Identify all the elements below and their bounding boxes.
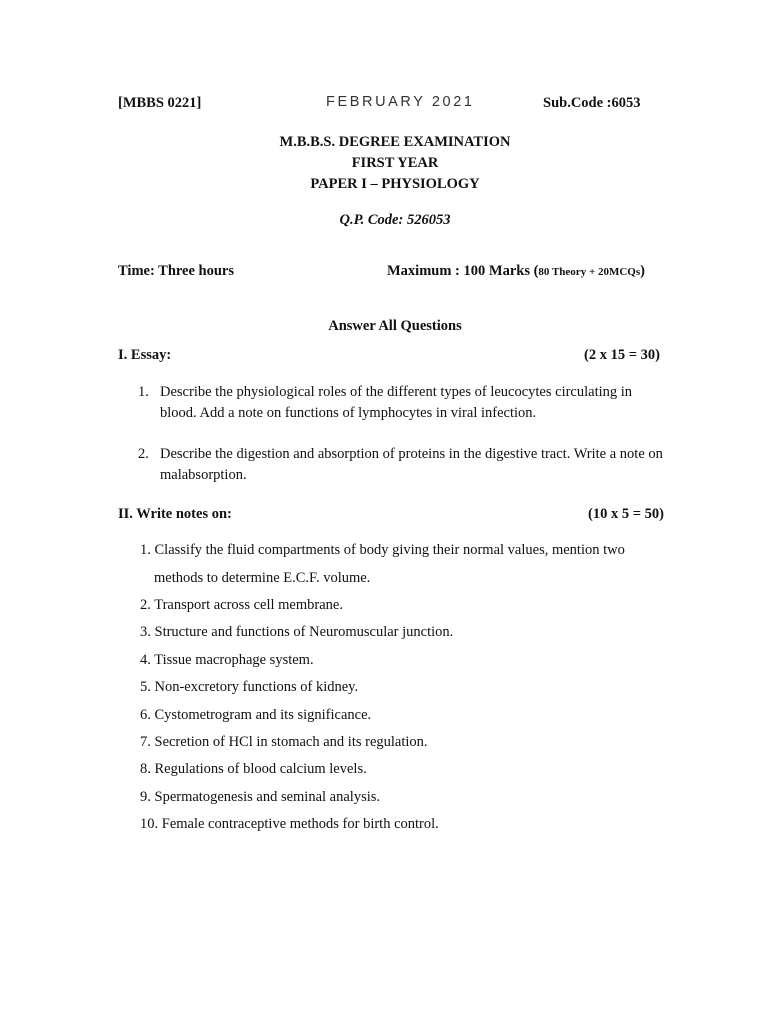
note-item: 6. Cystometrogram and its significance. — [140, 707, 372, 723]
essay-question-text: Describe the digestion and absorption of proteins in the digestive tract. Write a note on malabsorption. — [160, 446, 663, 483]
note-item-1-line-1: 1. Classify the fluid compartments of body giving their normal values, mention two — [140, 542, 625, 558]
note-item: 9. Spermatogenesis and seminal analysis. — [140, 789, 381, 805]
essay-question-number: 1. — [138, 384, 149, 400]
note-item: 5. Non-excretory functions of kidney. — [140, 679, 359, 695]
marks-breakdown: 80 Theory + 20MCQs — [538, 266, 641, 278]
essay-marks: (2 x 15 = 30) — [584, 347, 660, 363]
note-item: 2. Transport across cell membrane. — [140, 597, 343, 613]
note-item: 8. Regulations of blood calcium levels. — [140, 761, 367, 777]
notes-heading: II. Write notes on: — [118, 506, 232, 522]
note-item: 7. Secretion of HCl in stomach and its regulation. — [140, 734, 428, 750]
time-allowed: Time: Three hours — [118, 263, 235, 279]
subject-code: Sub.Code :6053 — [543, 95, 641, 111]
instruction: Answer All Questions — [328, 318, 462, 334]
notes-marks: (10 x 5 = 50) — [588, 506, 664, 522]
essay-question-2 — [138, 444, 668, 486]
maximum-marks — [387, 263, 645, 280]
paper-code: [MBBS 0221] — [118, 95, 202, 111]
note-item: 4. Tissue macrophage system. — [140, 652, 314, 668]
exam-year: FIRST YEAR — [351, 155, 439, 171]
note-item-1-line-2: methods to determine E.C.F. volume. — [154, 570, 371, 586]
maximum-marks-label: Maximum : 100 Marks ( — [387, 263, 539, 279]
essay-question-text: Describe the physiological roles of the different types of leucocytes circulating in blood. Add a note on functions of lymphocytes in viral infection. — [160, 384, 633, 421]
maximum-marks-close: ) — [640, 263, 645, 279]
essay-heading: I. Essay: — [118, 347, 172, 363]
note-item: 3. Structure and functions of Neuromuscular junction. — [140, 624, 454, 640]
essay-question-1 — [138, 382, 668, 424]
exam-session: FEBRUARY 2021 — [326, 94, 475, 110]
essay-question-number: 2. — [138, 446, 149, 462]
qp-code: Q.P. Code: 526053 — [339, 212, 451, 228]
exam-paper-title: PAPER I – PHYSIOLOGY — [310, 176, 480, 192]
note-item: 10. Female contraceptive methods for birth control. — [140, 816, 439, 832]
exam-degree: M.B.B.S. DEGREE EXAMINATION — [279, 134, 511, 150]
